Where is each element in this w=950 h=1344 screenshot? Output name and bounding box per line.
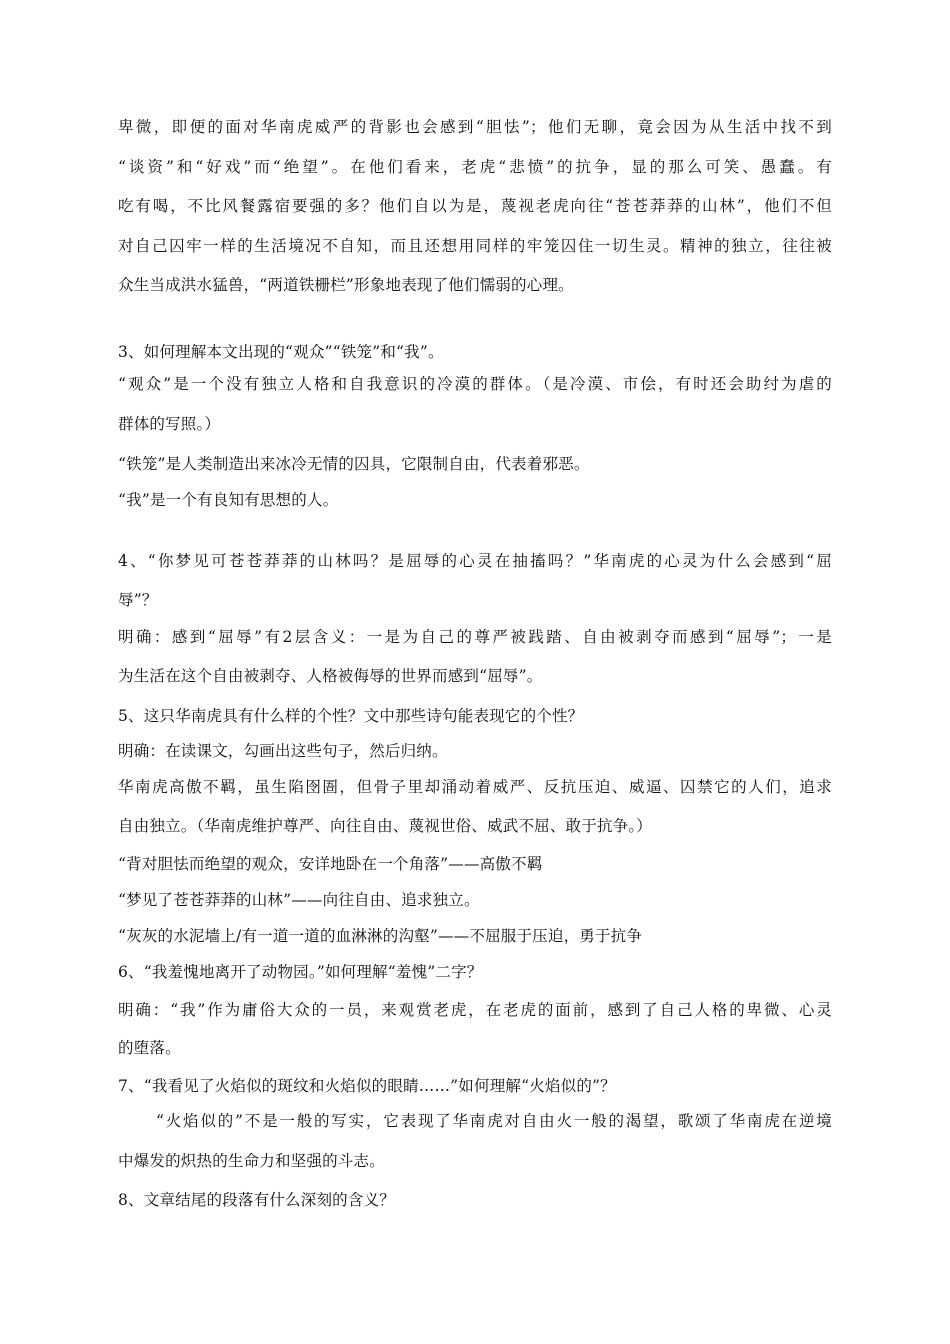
paragraph-line: 为生活在这个自由被剥夺、人格被侮辱的世界而感到“屈辱”。 [118,667,543,685]
paragraph-line: 明确：“我”作为庸俗大众的一员，来观赏老虎，在老虎的面前，感到了自己人格的卑微、心灵 [118,1001,832,1019]
paragraph-line: 华南虎高傲不羁，虽生陷囹圄，但骨子里却涌动着威严、反抗压迫、威逼、囚禁它的人们，追求 [118,778,832,796]
paragraph-line: “我”是一个有良知有思想的人。 [118,491,339,509]
paragraph-line: 对自己囚牢一样的生活境况不自知，而且还想用同样的牢笼囚住一切生灵。精神的独立，往往被 [118,237,832,255]
paragraph-line: “谈资”和“好戏”而“绝望”。在他们看来，老虎“悲愤”的抗争，显的那么可笑、愚蠢。有 [118,158,832,176]
paragraph-line: 群体的写照。） [118,415,221,433]
paragraph-line: 自由独立。（华南虎维护尊严、向往自由、蔑视世俗、威武不屈、敢于抗争。） [118,817,653,835]
question-heading: 3、如何理解本文出现的“观众”“铁笼”和“我”。 [118,343,444,361]
paragraph-line: 中爆发的炽热的生命力和坚强的斗志。 [118,1152,385,1170]
quote-line: “灰灰的水泥墙上/有一道一道的血淋淋的沟壑”——不屈服于压迫，勇于抗争 [118,927,643,945]
question-heading: 8、文章结尾的段落有什么深刻的含义？ [118,1191,395,1209]
question-heading: 6、“我羞愧地离开了动物园。”如何理解“羞愧”二字？ [118,963,483,981]
quote-line: “背对胆怯而绝望的观众，安详地卧在一个角落”——高傲不羁 [118,855,543,873]
paragraph-line: 明确：感到“屈辱”有2层含义：一是为自己的尊严被践踏、自由被剥夺而感到“屈辱”；一是 [118,628,832,646]
question-heading: 辱”？ [118,591,158,609]
question-heading: 7、“我看见了火焰似的斑纹和火焰似的眼睛……”如何理解“火焰似的”？ [118,1077,616,1095]
paragraph-line: 众生当成洪水猛兽，“两道铁栅栏”形象地表现了他们懦弱的心理。 [118,276,574,294]
paragraph-line: “观众”是一个没有独立人格和自我意识的冷漠的群体。（是冷漠、市侩，有时还会助纣为虐的 [118,375,832,393]
question-heading: 4、“你梦见可苍苍莽莽的山林吗？是屈辱的心灵在抽搐吗？”华南虎的心灵为什么会感到“屈 [118,552,832,570]
paragraph-line: 明确：在读课文，勾画出这些句子，然后归纳。 [118,742,448,760]
paragraph-line: “火焰似的”不是一般的写实，它表现了华南虎对自由火一般的渴望，歌颂了华南虎在逆境 [156,1112,832,1130]
paragraph-line: 卑微，即便的面对华南虎威严的背影也会感到“胆怯”；他们无聊，竟会因为从生活中找不到 [118,118,832,136]
paragraph-line: “铁笼”是人类制造出来冰冷无情的囚具，它限制自由，代表着邪恶。 [118,455,590,473]
paragraph-line: 吃有喝，不比风餐露宿要强的多？他们自以为是，蔑视老虎向往“苍苍莽莽的山林”，他们不但 [118,197,832,215]
question-heading: 5、这只华南虎具有什么样的个性？文中那些诗句能表现它的个性？ [118,707,584,725]
paragraph-line: 的堕落。 [118,1039,181,1057]
quote-line: “梦见了苍苍莽莽的山林”——向往自由、追求独立。 [118,891,480,909]
